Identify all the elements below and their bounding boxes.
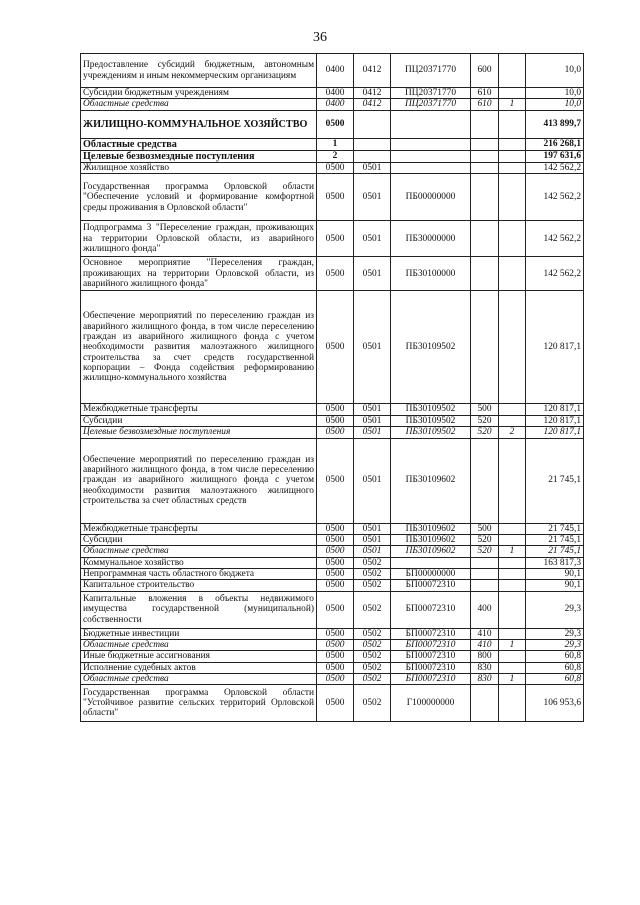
target-article-cell: ПБ30000000 xyxy=(391,221,471,257)
funding-source-cell xyxy=(499,628,526,639)
amount-cell: 21 745,1 xyxy=(526,438,584,523)
section-code-cell: 0500 xyxy=(317,523,354,534)
amount-cell: 21 745,1 xyxy=(526,546,584,557)
table-row xyxy=(81,150,584,162)
table-row xyxy=(81,174,584,221)
amount-cell: 29,3 xyxy=(526,591,584,628)
table-row xyxy=(81,639,584,650)
expense-type-cell: 410 xyxy=(471,639,499,650)
section-code-cell: 0500 xyxy=(317,404,354,415)
target-article-cell: ПБ30109602 xyxy=(391,546,471,557)
table-row xyxy=(81,88,584,99)
row-name-cell: Коммунальное хозяйство xyxy=(81,557,317,568)
subsection-code-cell: 0501 xyxy=(354,291,391,404)
funding-source-cell: 1 xyxy=(499,639,526,650)
table-row xyxy=(81,54,584,88)
row-name-cell: Областные средства xyxy=(81,99,317,110)
subsection-code-cell: 0501 xyxy=(354,257,391,291)
target-article-cell: ПБ30100000 xyxy=(391,257,471,291)
funding-source-cell xyxy=(499,150,526,162)
funding-source-cell xyxy=(499,404,526,415)
amount-cell: 142 562,2 xyxy=(526,174,584,221)
expense-type-cell xyxy=(471,291,499,404)
expense-type-cell xyxy=(471,174,499,221)
expense-type-cell: 830 xyxy=(471,673,499,684)
subsection-code-cell: 0412 xyxy=(354,54,391,88)
table-row xyxy=(81,557,584,568)
subsection-code-cell xyxy=(354,138,391,150)
table-row xyxy=(81,404,584,415)
row-name-cell: Целевые безвозмездные поступления xyxy=(81,427,317,438)
subsection-code-cell: 0501 xyxy=(354,174,391,221)
table-row xyxy=(81,221,584,257)
funding-source-cell xyxy=(499,221,526,257)
amount-cell: 60,8 xyxy=(526,651,584,662)
amount-cell: 120 817,1 xyxy=(526,404,584,415)
table-row xyxy=(81,534,584,545)
expense-type-cell xyxy=(471,438,499,523)
expense-type-cell: 520 xyxy=(471,546,499,557)
section-code-cell: 0500 xyxy=(317,568,354,579)
table-row xyxy=(81,628,584,639)
target-article-cell xyxy=(391,163,471,174)
section-code-cell: 0500 xyxy=(317,174,354,221)
section-code-cell: 0500 xyxy=(317,628,354,639)
target-article-cell: ПБ00000000 xyxy=(391,174,471,221)
row-name-cell: Обеспечение мероприятий по переселению граждан из аварийного жилищного фонда, в том числе переселению граждан из аварийного жилищного фонда с учетом необходимости развития малоэтажного жилищного строительства за счет областных средств xyxy=(81,438,317,523)
page-number: 36 xyxy=(313,30,327,45)
target-article-cell: БП00072310 xyxy=(391,628,471,639)
funding-source-cell: 2 xyxy=(499,427,526,438)
expense-type-cell: 410 xyxy=(471,628,499,639)
subsection-code-cell: 0502 xyxy=(354,685,391,722)
funding-source-cell xyxy=(499,651,526,662)
amount-cell: 10,0 xyxy=(526,54,584,88)
table-row xyxy=(81,110,584,138)
section-code-cell: 0500 xyxy=(317,651,354,662)
amount-cell: 10,0 xyxy=(526,99,584,110)
subsection-code-cell xyxy=(354,110,391,138)
target-article-cell: ПБ30109502 xyxy=(391,291,471,404)
row-name-cell: Областные средства xyxy=(81,138,317,150)
funding-source-cell xyxy=(499,110,526,138)
table-row xyxy=(81,673,584,684)
funding-source-cell xyxy=(499,257,526,291)
budget-table xyxy=(80,53,584,722)
row-name-cell: Областные средства xyxy=(81,639,317,650)
funding-source-cell xyxy=(499,568,526,579)
target-article-cell: ПЦ20371770 xyxy=(391,54,471,88)
row-name-cell: Капитальные вложения в объекты недвижимого имущества государственной (муниципальной) собственности xyxy=(81,591,317,628)
table-row xyxy=(81,138,584,150)
row-name-cell: Подпрограмма 3 "Переселение граждан, проживающих на территории Орловской области, из аварийного жилищного фонда" xyxy=(81,221,317,257)
subsection-code-cell: 0502 xyxy=(354,591,391,628)
subsection-code-cell: 0502 xyxy=(354,628,391,639)
target-article-cell: БП00072310 xyxy=(391,662,471,673)
target-article-cell: БП00072310 xyxy=(391,639,471,650)
section-code-cell: 1 xyxy=(317,138,354,150)
table-row xyxy=(81,163,584,174)
amount-cell: 21 745,1 xyxy=(526,523,584,534)
target-article-cell: ПБ30109602 xyxy=(391,523,471,534)
section-code-cell: 0500 xyxy=(317,291,354,404)
expense-type-cell xyxy=(471,557,499,568)
subsection-code-cell: 0501 xyxy=(354,221,391,257)
target-article-cell xyxy=(391,138,471,150)
section-code-cell: 0500 xyxy=(317,580,354,591)
expense-type-cell: 520 xyxy=(471,427,499,438)
expense-type-cell xyxy=(471,138,499,150)
amount-cell: 120 817,1 xyxy=(526,291,584,404)
expense-type-cell xyxy=(471,580,499,591)
expense-type-cell: 610 xyxy=(471,88,499,99)
table-row xyxy=(81,99,584,110)
target-article-cell: ПБ30109502 xyxy=(391,404,471,415)
section-code-cell: 0500 xyxy=(317,534,354,545)
table-row xyxy=(81,257,584,291)
amount-cell: 29,3 xyxy=(526,628,584,639)
expense-type-cell xyxy=(471,685,499,722)
amount-cell: 142 562,2 xyxy=(526,163,584,174)
row-name-cell: Обеспечение мероприятий по переселению граждан из аварийного жилищного фонда, в том числе переселению граждан из аварийного жилищного фонда с учетом необходимости развития малоэтажного жилищного строительства за счет средств государственной корпорации – Фонда содействия реформированию жилищно-коммунального хозяйства xyxy=(81,291,317,404)
amount-cell: 142 562,2 xyxy=(526,257,584,291)
expense-type-cell: 500 xyxy=(471,523,499,534)
expense-type-cell xyxy=(471,150,499,162)
target-article-cell: ПЦ20371770 xyxy=(391,88,471,99)
row-name-cell: Капитальное строительство xyxy=(81,580,317,591)
row-name-cell: Субсидии бюджетным учреждениям xyxy=(81,88,317,99)
expense-type-cell: 800 xyxy=(471,651,499,662)
amount-cell: 163 817,3 xyxy=(526,557,584,568)
section-code-cell: 0500 xyxy=(317,415,354,426)
row-name-cell: ЖИЛИЩНО-КОММУНАЛЬНОЕ ХОЗЯЙСТВО xyxy=(81,110,317,138)
amount-cell: 106 953,6 xyxy=(526,685,584,722)
amount-cell: 120 817,1 xyxy=(526,415,584,426)
target-article-cell: ПБ30109502 xyxy=(391,427,471,438)
subsection-code-cell: 0412 xyxy=(354,99,391,110)
section-code-cell: 0500 xyxy=(317,438,354,523)
table-row xyxy=(81,580,584,591)
section-code-cell: 0500 xyxy=(317,639,354,650)
funding-source-cell xyxy=(499,557,526,568)
subsection-code-cell: 0501 xyxy=(354,534,391,545)
subsection-code-cell: 0412 xyxy=(354,88,391,99)
expense-type-cell: 520 xyxy=(471,534,499,545)
funding-source-cell xyxy=(499,662,526,673)
row-name-cell: Непрограммная часть областного бюджета xyxy=(81,568,317,579)
target-article-cell: ПЦ20371770 xyxy=(391,99,471,110)
subsection-code-cell: 0502 xyxy=(354,557,391,568)
funding-source-cell xyxy=(499,291,526,404)
amount-cell: 413 899,7 xyxy=(526,110,584,138)
funding-source-cell xyxy=(499,415,526,426)
table-row xyxy=(81,438,584,523)
section-code-cell: 0400 xyxy=(317,54,354,88)
subsection-code-cell: 0502 xyxy=(354,673,391,684)
row-name-cell: Основное мероприятие "Переселения граждан, проживающих на территории Орловской области, из аварийного жилищного фонда" xyxy=(81,257,317,291)
row-name-cell: Областные средства xyxy=(81,673,317,684)
funding-source-cell xyxy=(499,438,526,523)
amount-cell: 60,8 xyxy=(526,673,584,684)
table-row xyxy=(81,415,584,426)
funding-source-cell xyxy=(499,534,526,545)
row-name-cell: Исполнение судебных актов xyxy=(81,662,317,673)
target-article-cell: БП00072310 xyxy=(391,673,471,684)
amount-cell: 21 745,1 xyxy=(526,534,584,545)
table-row xyxy=(81,291,584,404)
subsection-code-cell: 0501 xyxy=(354,546,391,557)
section-code-cell: 0400 xyxy=(317,88,354,99)
row-name-cell: Целевые безвозмездные поступления xyxy=(81,150,317,162)
budget-table-body xyxy=(81,54,584,722)
funding-source-cell xyxy=(499,138,526,150)
funding-source-cell xyxy=(499,163,526,174)
row-name-cell: Иные бюджетные ассигнования xyxy=(81,651,317,662)
amount-cell: 90,1 xyxy=(526,580,584,591)
target-article-cell: БП00072310 xyxy=(391,651,471,662)
expense-type-cell xyxy=(471,568,499,579)
section-code-cell: 0400 xyxy=(317,99,354,110)
target-article-cell: БП00000000 xyxy=(391,568,471,579)
amount-cell: 216 268,1 xyxy=(526,138,584,150)
table-row xyxy=(81,651,584,662)
row-name-cell: Межбюджетные трансферты xyxy=(81,523,317,534)
row-name-cell: Государственная программа Орловской области "Устойчивое развитие сельских территорий Орловской области" xyxy=(81,685,317,722)
section-code-cell: 0500 xyxy=(317,427,354,438)
target-article-cell xyxy=(391,557,471,568)
expense-type-cell: 400 xyxy=(471,591,499,628)
funding-source-cell xyxy=(499,88,526,99)
funding-source-cell xyxy=(499,580,526,591)
expense-type-cell xyxy=(471,221,499,257)
row-name-cell: Бюджетные инвестиции xyxy=(81,628,317,639)
target-article-cell: ПБ30109602 xyxy=(391,438,471,523)
target-article-cell: ПБ30109502 xyxy=(391,415,471,426)
section-code-cell: 0500 xyxy=(317,221,354,257)
subsection-code-cell: 0502 xyxy=(354,580,391,591)
section-code-cell: 0500 xyxy=(317,546,354,557)
table-row xyxy=(81,523,584,534)
subsection-code-cell: 0502 xyxy=(354,639,391,650)
table-row xyxy=(81,685,584,722)
amount-cell: 142 562,2 xyxy=(526,221,584,257)
row-name-cell: Жилищное хозяйство xyxy=(81,163,317,174)
subsection-code-cell: 0502 xyxy=(354,662,391,673)
expense-type-cell: 520 xyxy=(471,415,499,426)
subsection-code-cell: 0501 xyxy=(354,163,391,174)
expense-type-cell: 830 xyxy=(471,662,499,673)
subsection-code-cell: 0502 xyxy=(354,568,391,579)
section-code-cell: 0500 xyxy=(317,662,354,673)
section-code-cell: 0500 xyxy=(317,591,354,628)
funding-source-cell: 1 xyxy=(499,673,526,684)
row-name-cell: Областные средства xyxy=(81,546,317,557)
amount-cell: 29,3 xyxy=(526,639,584,650)
amount-cell: 10,0 xyxy=(526,88,584,99)
subsection-code-cell: 0502 xyxy=(354,651,391,662)
expense-type-cell: 600 xyxy=(471,54,499,88)
funding-source-cell: 1 xyxy=(499,546,526,557)
target-article-cell: БП00072310 xyxy=(391,591,471,628)
subsection-code-cell: 0501 xyxy=(354,415,391,426)
target-article-cell: БП00072310 xyxy=(391,580,471,591)
section-code-cell: 0500 xyxy=(317,110,354,138)
table-row xyxy=(81,591,584,628)
expense-type-cell xyxy=(471,110,499,138)
row-name-cell: Субсидии xyxy=(81,415,317,426)
section-code-cell: 0500 xyxy=(317,685,354,722)
amount-cell: 60,8 xyxy=(526,662,584,673)
expense-type-cell: 610 xyxy=(471,99,499,110)
row-name-cell: Государственная программа Орловской области "Обеспечение условий и формирование комфортной среды проживания в Орловской области" xyxy=(81,174,317,221)
expense-type-cell: 500 xyxy=(471,404,499,415)
table-row xyxy=(81,662,584,673)
subsection-code-cell: 0501 xyxy=(354,523,391,534)
expense-type-cell xyxy=(471,257,499,291)
funding-source-cell xyxy=(499,685,526,722)
row-name-cell: Предоставление субсидий бюджетным, автономным учреждениям и иным некоммерческим организациям xyxy=(81,54,317,88)
funding-source-cell xyxy=(499,54,526,88)
target-article-cell xyxy=(391,150,471,162)
funding-source-cell xyxy=(499,523,526,534)
subsection-code-cell xyxy=(354,150,391,162)
funding-source-cell: 1 xyxy=(499,99,526,110)
subsection-code-cell: 0501 xyxy=(354,438,391,523)
amount-cell: 90,1 xyxy=(526,568,584,579)
expense-type-cell xyxy=(471,163,499,174)
amount-cell: 197 631,6 xyxy=(526,150,584,162)
row-name-cell: Субсидии xyxy=(81,534,317,545)
amount-cell: 120 817,1 xyxy=(526,427,584,438)
section-code-cell: 0500 xyxy=(317,257,354,291)
target-article-cell: Г100000000 xyxy=(391,685,471,722)
target-article-cell: ПБ30109602 xyxy=(391,534,471,545)
table-row xyxy=(81,427,584,438)
section-code-cell: 0500 xyxy=(317,163,354,174)
table-row xyxy=(81,568,584,579)
row-name-cell: Межбюджетные трансферты xyxy=(81,404,317,415)
table-row xyxy=(81,546,584,557)
section-code-cell: 0500 xyxy=(317,557,354,568)
section-code-cell: 0500 xyxy=(317,673,354,684)
subsection-code-cell: 0501 xyxy=(354,404,391,415)
funding-source-cell xyxy=(499,174,526,221)
target-article-cell xyxy=(391,110,471,138)
funding-source-cell xyxy=(499,591,526,628)
subsection-code-cell: 0501 xyxy=(354,427,391,438)
section-code-cell: 2 xyxy=(317,150,354,162)
